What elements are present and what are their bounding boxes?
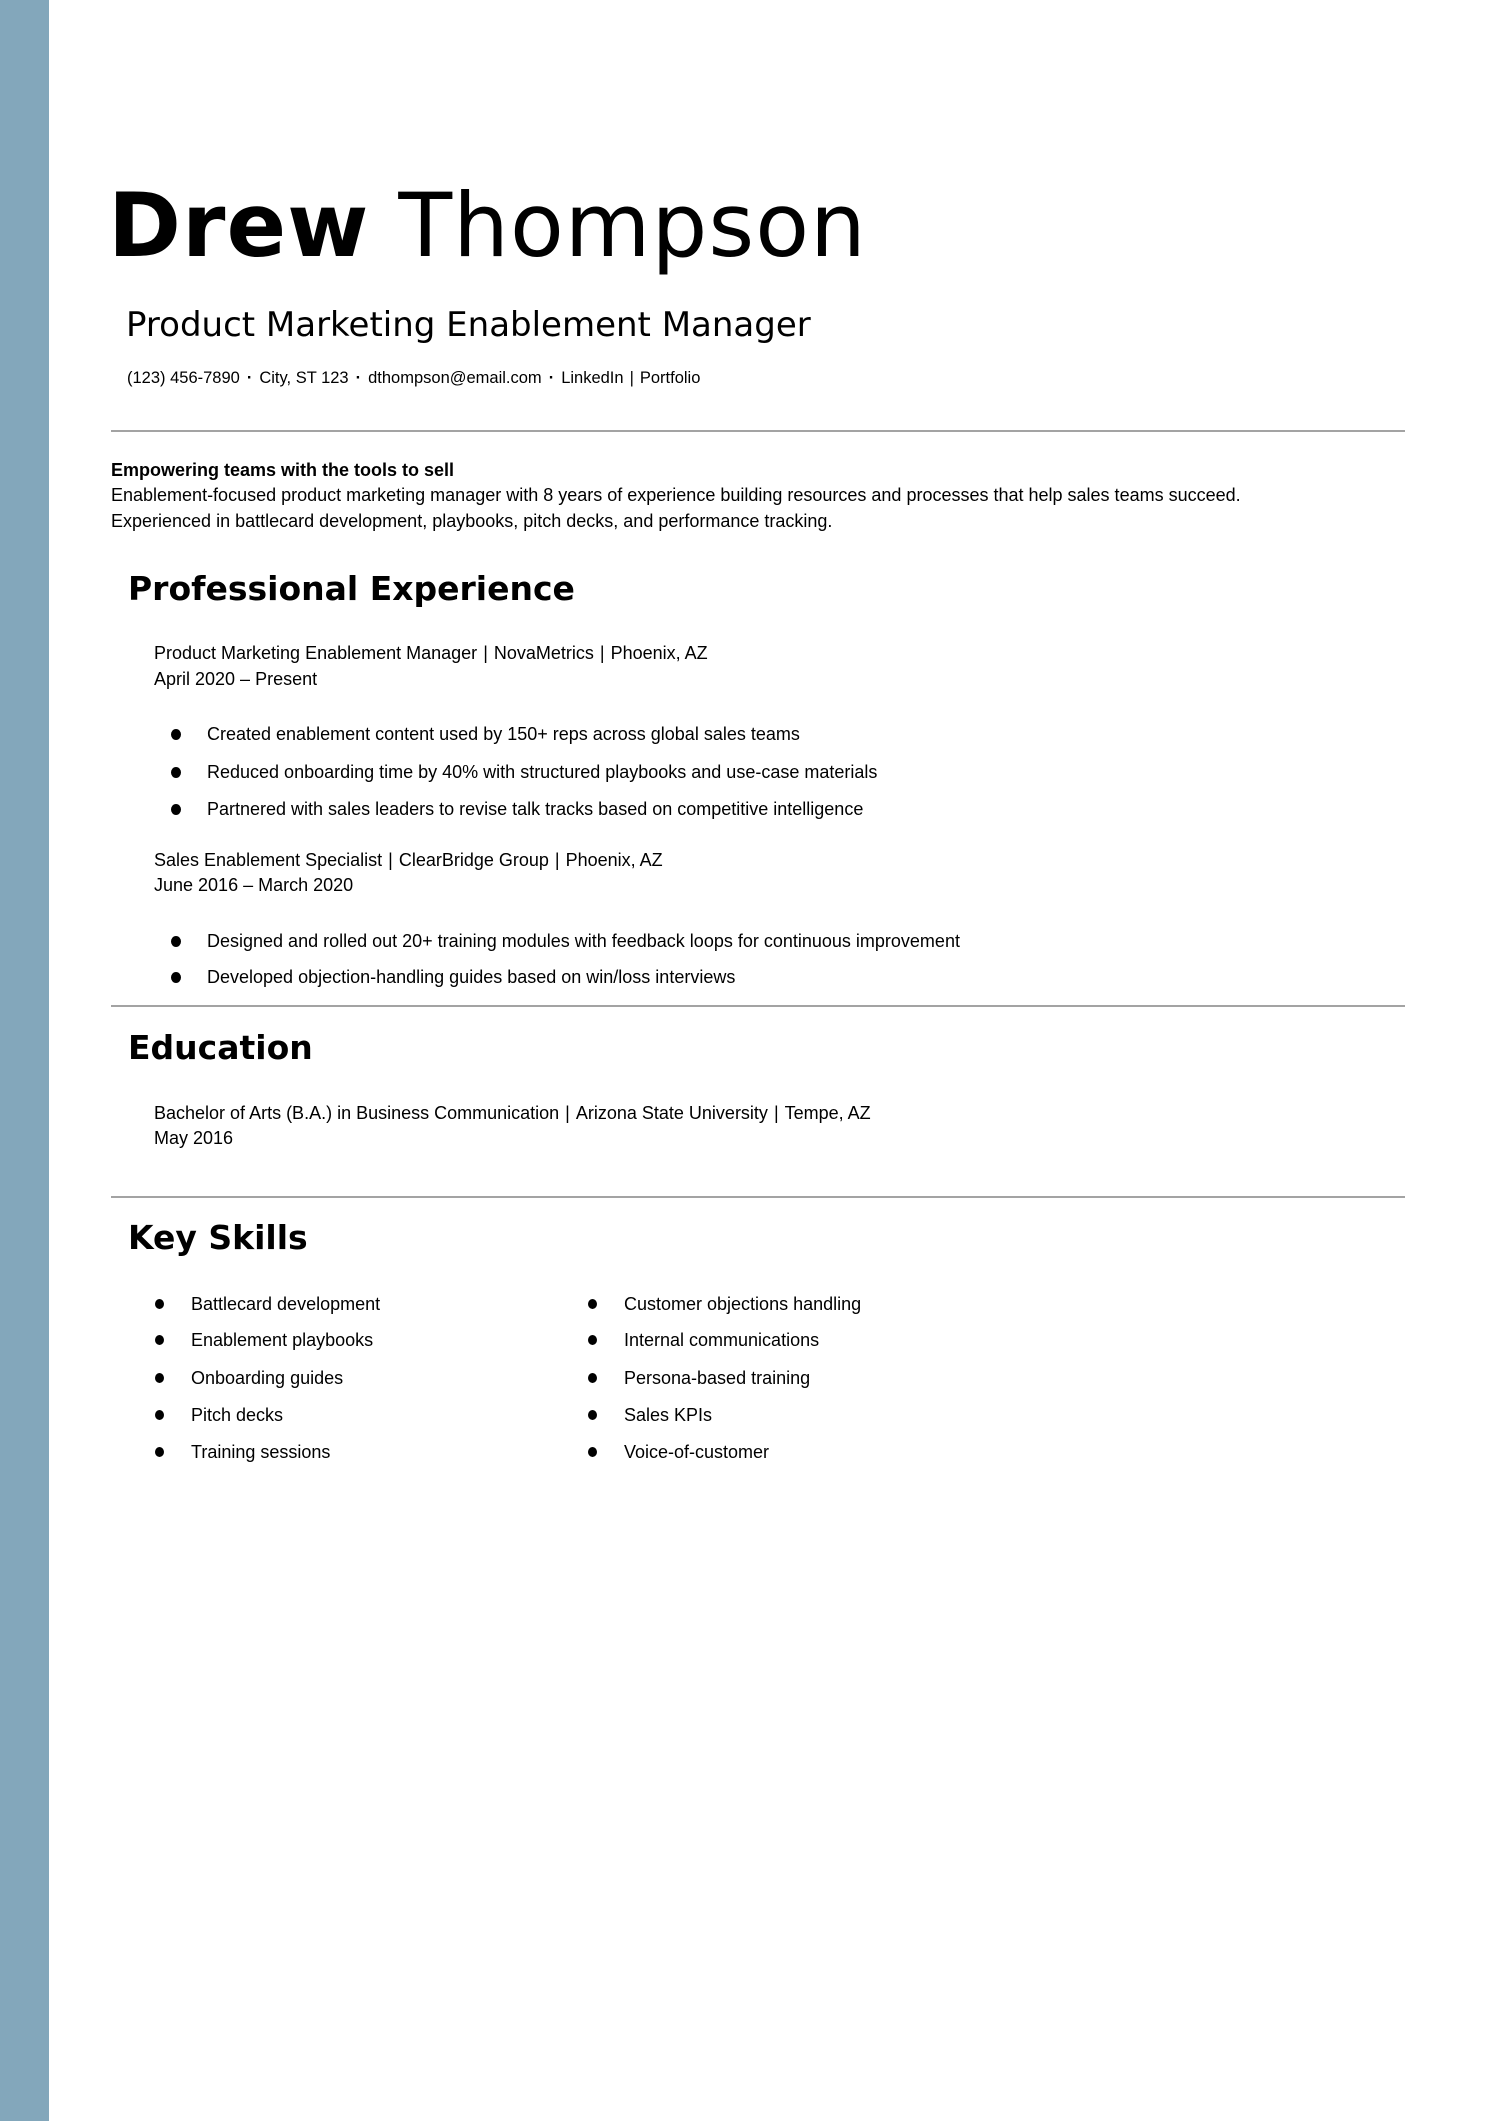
bullet-icon — [588, 1335, 597, 1345]
job-header — [154, 641, 708, 665]
summary-line: Enablement-focused product marketing manager with 8 years of experience building resources and processes that help sales teams succeed. — [111, 485, 1241, 505]
skill-text: Enablement playbooks — [191, 1330, 374, 1350]
bullet-icon — [155, 1299, 164, 1309]
bullet-text: Designed and rolled out 20+ training modules with feedback loops for continuous improvement — [207, 931, 960, 951]
job-company: NovaMetrics — [493, 643, 594, 663]
job-dates: June 2016 – March 2020 — [154, 875, 354, 895]
first-name: Drew — [108, 174, 370, 277]
skill-text: Training sessions — [191, 1442, 331, 1462]
bullet-icon — [588, 1410, 597, 1420]
job-title: Product Marketing Enablement Manager — [126, 305, 811, 345]
graduation-date: May 2016 — [154, 1128, 234, 1148]
skill-text: Internal communications — [624, 1330, 820, 1350]
bullet-text: Developed objection-handling guides based on win/loss interviews — [207, 967, 736, 987]
job-role: Sales Enablement Specialist — [154, 850, 383, 870]
section-heading-education: Education — [128, 1028, 313, 1067]
bullet-icon — [171, 729, 181, 740]
divider — [111, 430, 1405, 432]
skill-text: Customer objections handling — [624, 1294, 862, 1314]
bullet-icon — [155, 1335, 164, 1345]
education-entry — [154, 1101, 871, 1125]
divider — [111, 1005, 1405, 1007]
last-name: Thompson — [398, 174, 867, 277]
bullet-text: Created enablement content used by 150+ reps across global sales teams — [207, 724, 800, 744]
separator-pipe: | — [483, 643, 488, 663]
job-location: Phoenix, AZ — [610, 643, 708, 663]
divider — [111, 1196, 1405, 1198]
separator-dot: · — [355, 369, 362, 387]
bullet-icon — [171, 767, 181, 778]
job-header — [154, 848, 663, 872]
separator-pipe: | — [554, 850, 560, 870]
bullet-text: Reduced onboarding time by 40% with structured playbooks and use-case materials — [207, 762, 878, 782]
bullet-icon — [588, 1299, 597, 1309]
portfolio-link[interactable]: Portfolio — [639, 369, 701, 387]
bullet-text: Partnered with sales leaders to revise talk tracks based on competitive intelligence — [207, 799, 864, 819]
job-location: Phoenix, AZ — [565, 850, 663, 870]
summary-tagline: Empowering teams with the tools to sell — [111, 460, 455, 480]
summary-line: Experienced in battlecard development, playbooks, pitch decks, and performance tracking. — [111, 511, 833, 531]
separator-pipe: | — [773, 1103, 779, 1123]
skill-text: Battlecard development — [191, 1294, 381, 1314]
separator-pipe: | — [388, 850, 393, 870]
school: Arizona State University — [575, 1103, 768, 1123]
contact-location: City, ST 123 — [259, 369, 349, 387]
separator-pipe: | — [629, 369, 634, 387]
separator-dot: · — [548, 369, 555, 387]
accent-sidebar — [0, 0, 49, 2121]
skill-text: Pitch decks — [191, 1405, 284, 1425]
contact-line — [127, 367, 700, 389]
contact-phone: (123) 456-7890 — [127, 369, 240, 387]
candidate-name — [108, 176, 867, 276]
job-company: ClearBridge Group — [398, 850, 549, 870]
school-location: Tempe, AZ — [784, 1103, 871, 1123]
bullet-icon — [155, 1447, 164, 1457]
bullet-icon — [171, 804, 181, 815]
skill-text: Onboarding guides — [191, 1368, 344, 1388]
contact-email-link[interactable]: dthompson@email.com — [368, 369, 542, 387]
skill-text: Persona-based training — [624, 1368, 811, 1388]
separator-pipe: | — [565, 1103, 570, 1123]
bullet-icon — [155, 1410, 164, 1420]
job-role: Product Marketing Enablement Manager — [154, 643, 478, 663]
bullet-icon — [588, 1373, 597, 1383]
bullet-icon — [171, 936, 181, 947]
linkedin-link[interactable]: LinkedIn — [561, 369, 624, 387]
job-dates: April 2020 – Present — [154, 669, 318, 689]
skill-text: Voice-of-customer — [624, 1442, 770, 1462]
skill-text: Sales KPIs — [624, 1405, 713, 1425]
section-heading-experience: Professional Experience — [128, 569, 575, 608]
bullet-icon — [588, 1447, 597, 1457]
bullet-icon — [155, 1373, 164, 1383]
separator-pipe: | — [599, 643, 605, 663]
separator-dot: · — [246, 369, 253, 387]
degree: Bachelor of Arts (B.A.) in Business Communication — [154, 1103, 560, 1123]
bullet-icon — [171, 972, 181, 983]
section-heading-skills: Key Skills — [128, 1218, 308, 1257]
